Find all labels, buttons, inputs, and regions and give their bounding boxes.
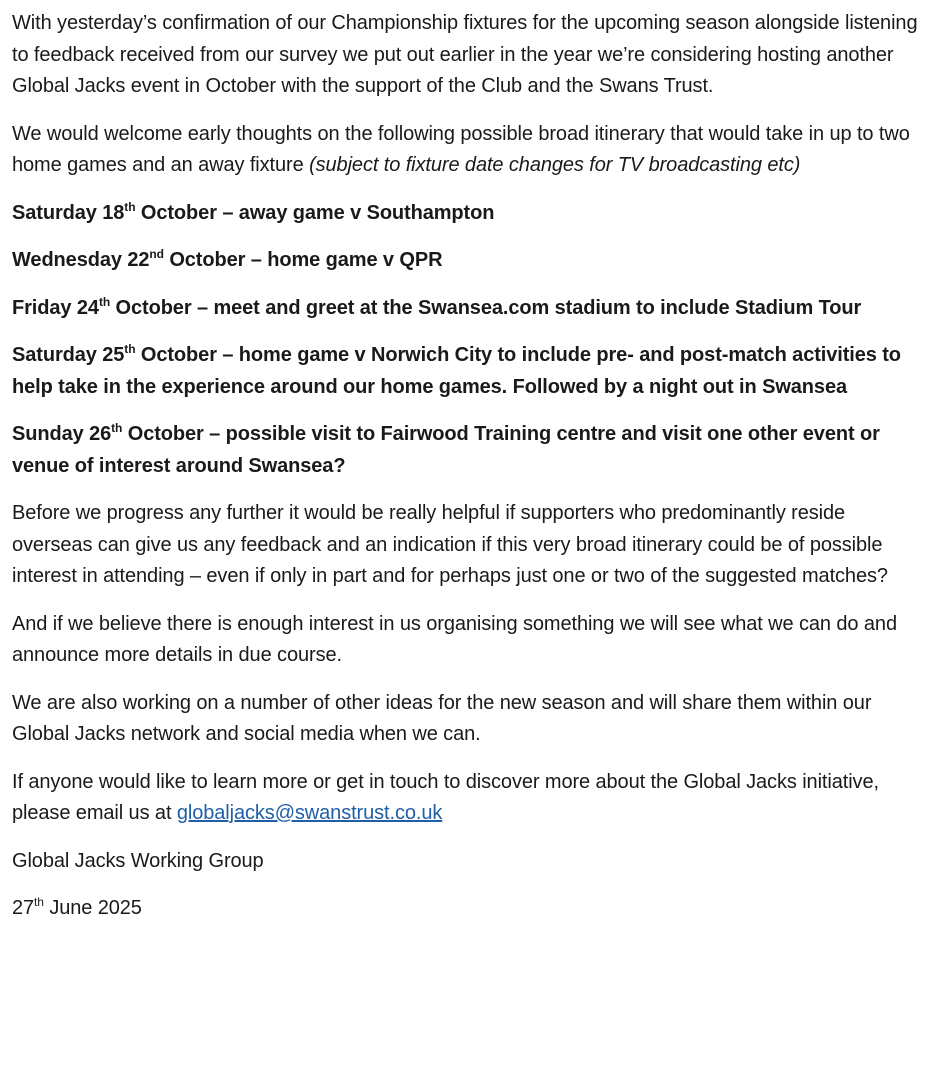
interest-text: And if we believe there is enough interest in us organising something we will see what we can do and announce more details in due course.: [12, 612, 897, 666]
itinerary-day: Saturday 18: [12, 201, 125, 224]
itinerary-day-suffix: th: [124, 199, 136, 214]
other-ideas-paragraph: [12, 688, 922, 751]
contact-text: If anyone would like to learn more or get in touch to discover more about the Global Jacks initiative, please email us at: [12, 770, 879, 824]
feedback-request-text: Before we progress any further it would be really helpful if supporters who predominantly reside overseas can give us any feedback and an indication if this very broad itinerary could be of possible interest in attending – even if only in part and for perhaps just one or two of the suggested matches?: [12, 502, 888, 587]
contact-paragraph: [12, 767, 922, 830]
itinerary-day-suffix: nd: [149, 247, 164, 262]
signoff-date: [12, 893, 922, 925]
itinerary-note: (subject to fixture date changes for TV broadcasting etc): [309, 154, 801, 176]
signoff-group: [12, 846, 922, 878]
signoff-group-text: Global Jacks Working Group: [12, 849, 264, 872]
itinerary-detail: October – meet and greet at the Swansea.com stadium to include Stadium Tour: [110, 296, 862, 319]
itinerary-day: Saturday 25: [12, 344, 125, 366]
signoff-date-day: 27: [12, 897, 35, 919]
itinerary-detail: October – home game v QPR: [163, 249, 443, 271]
itinerary-detail: October – home game v Norwich City to include pre- and post-match activities to help take in the experience around our home games. Followed by a night out in Swansea: [12, 344, 901, 398]
email-link[interactable]: globaljacks@swanstrust.co.uk: [176, 802, 443, 824]
itinerary-day: Sunday 26: [12, 423, 112, 445]
itinerary-item-southampton: [12, 198, 922, 230]
itinerary-day-suffix: th: [111, 421, 123, 436]
itinerary-intro-paragraph: [12, 119, 922, 182]
itinerary-item-fairwood: [12, 419, 922, 482]
signoff-date-rest: June 2025: [43, 897, 142, 919]
itinerary-item-norwich: [12, 340, 922, 403]
intro-paragraph: [12, 8, 922, 103]
announcement-document: [12, 8, 922, 941]
itinerary-day-suffix: th: [124, 342, 136, 357]
itinerary-detail: October – possible visit to Fairwood Training centre and visit one other event or venue of interest around Swansea?: [12, 423, 880, 477]
itinerary-day: Wednesday 22: [12, 249, 150, 271]
itinerary-intro-text: We would welcome early thoughts on the following possible broad itinerary that would take in up to two home games and an away fixture: [12, 122, 910, 176]
itinerary-item-qpr: [12, 245, 922, 277]
itinerary-day-suffix: th: [98, 294, 111, 309]
itinerary-day: Friday 24: [12, 296, 99, 319]
intro-text: With yesterday’s confirmation of our Championship fixtures for the upcoming season alongside listening to feedback received from our survey we put out earlier in the year we’re considering hosting another Global Jacks event in October with the support of the Club and the Swans Trust.: [12, 12, 918, 97]
signoff-date-suffix: th: [34, 895, 44, 910]
interest-paragraph: [12, 609, 922, 672]
itinerary-detail: October – away game v Southampton: [135, 201, 495, 224]
other-ideas-text: We are also working on a number of other ideas for the new season and will share them within our Global Jacks network and social media when we can.: [12, 691, 872, 745]
itinerary-item-stadium-tour: [12, 293, 922, 325]
feedback-request-paragraph: [12, 498, 922, 593]
